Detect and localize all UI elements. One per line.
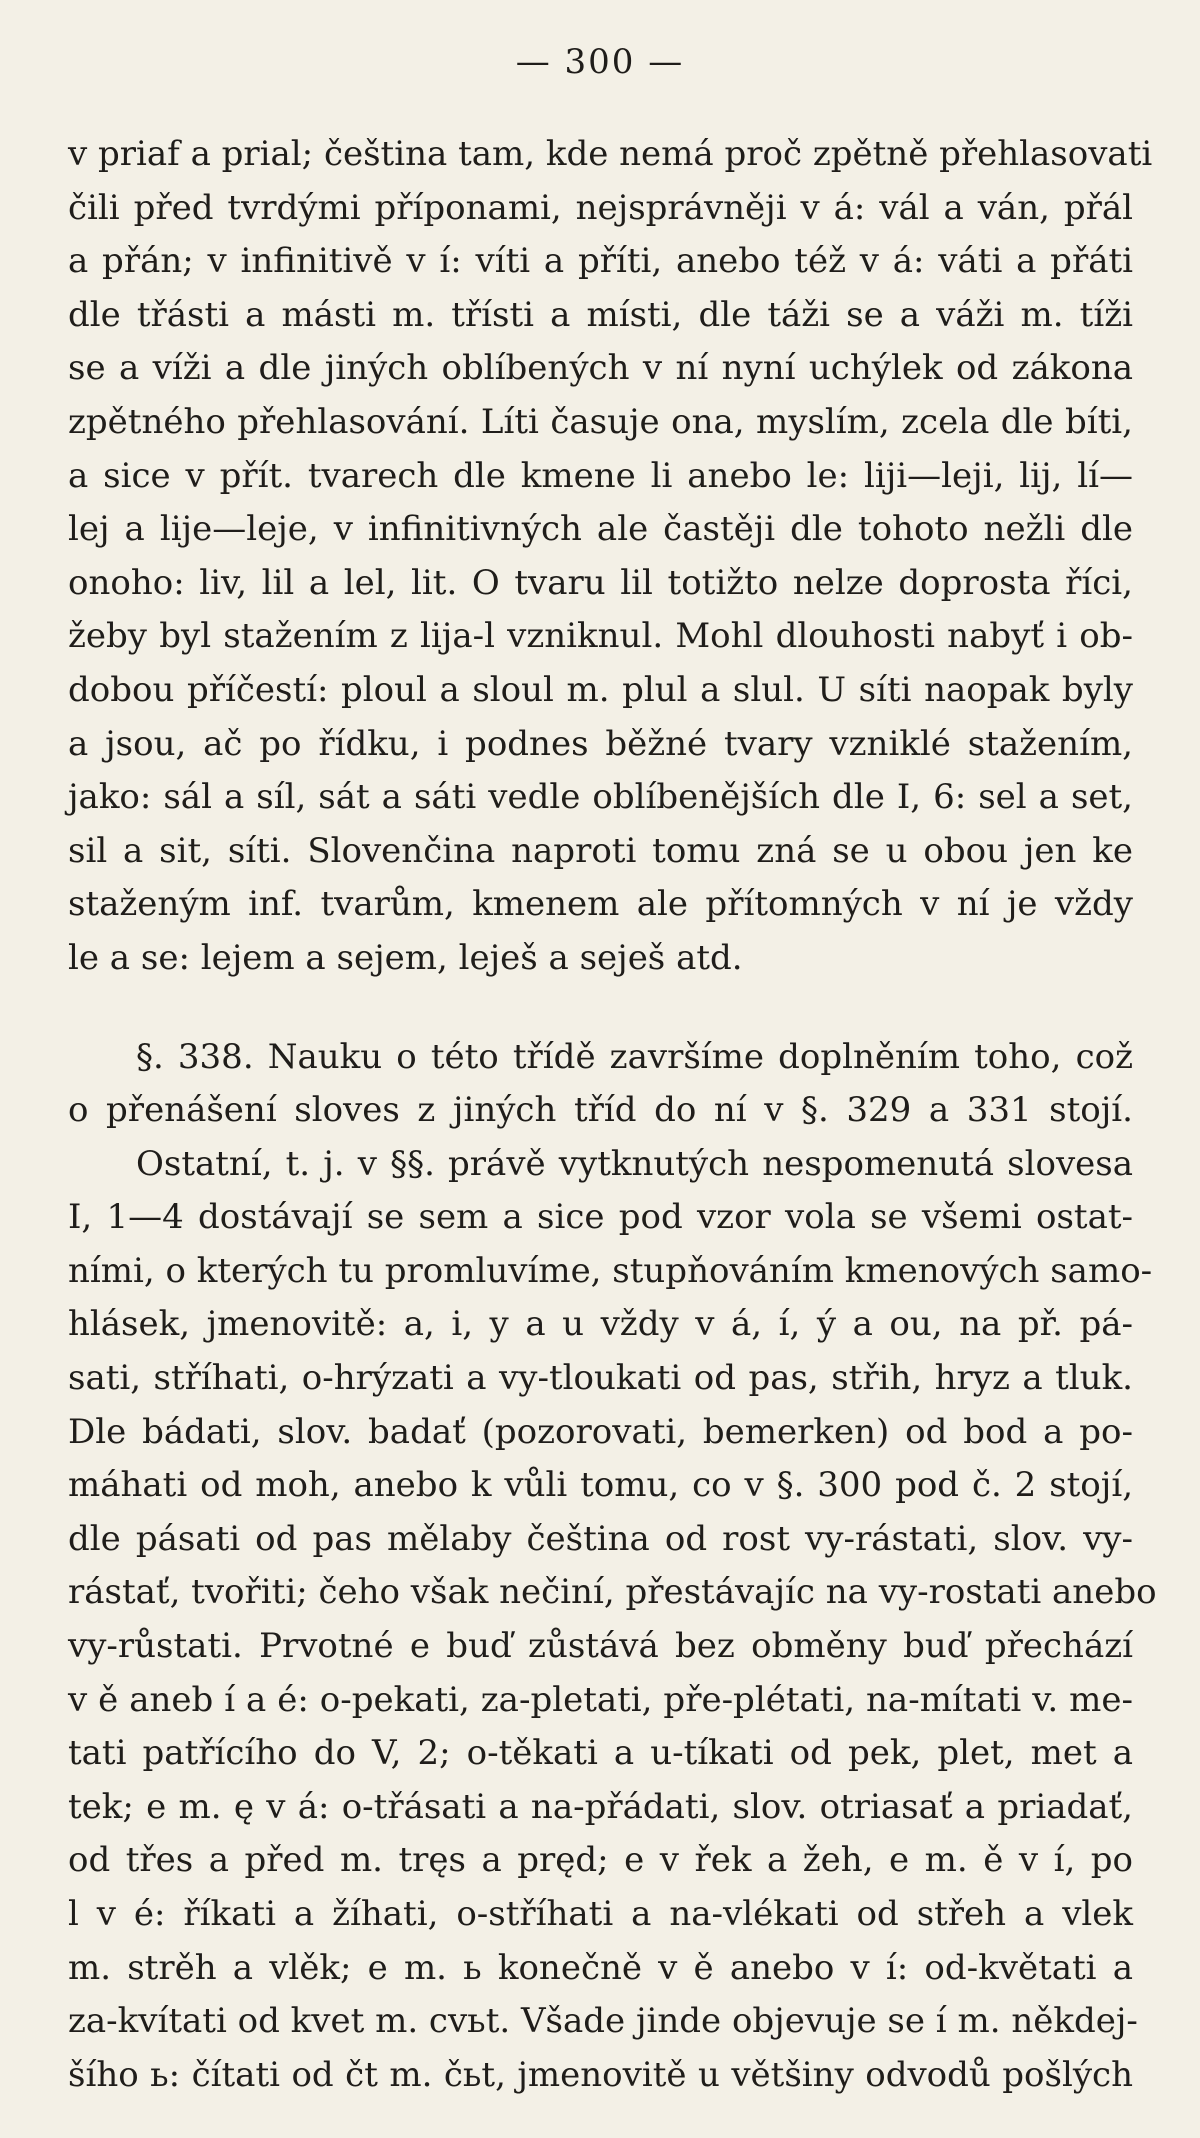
text-line: dle pásati od pas mělaby čeština od rost vy-rástati, slov. vy- <box>68 1518 1133 1559</box>
text-line: a přán; v infinitivě v í: víti a příti, anebo též v á: váti a přáti <box>68 241 1133 282</box>
text-line: zpětného přehlasování. Líti časuje ona, myslím, zcela dle bíti, <box>68 401 1133 442</box>
text-line: šího ь: čítati od čt m. čьt, jmenovitě u většiny odvodů pošlých <box>68 2054 1133 2095</box>
text-line: tek; e m. ę v á: o-třásati a na-přádati, slov. otriasať a priadať, <box>68 1786 1133 1827</box>
text-line: a jsou, ač po řídku, i podnes běžné tvary vzniklé stažením, <box>68 723 1133 764</box>
page-body <box>68 128 1157 2102</box>
text-line: se a víži a dle jiných oblíbených v ní nyní uchýlek od zákona <box>68 348 1133 389</box>
text-line: v ě aneb í a é: o-pekati, za-pletati, pře-plétati, na-mítati v. me- <box>68 1679 1133 1720</box>
text-line: onoho: liv, lil a lel, lit. O tvaru lil totižto nelze doprosta říci, <box>68 562 1133 603</box>
text-line: sati, stříhati, o-hrýzati a vy-tloukati od pas, střih, hryz a tluk. <box>68 1358 1133 1399</box>
text-line: I, 1—4 dostávají se sem a sice pod vzor vola se všemi ostat- <box>68 1197 1133 1238</box>
paragraph-1 <box>68 128 1153 986</box>
text-line: a sice v přít. tvarech dle kmene li anebo le: liji—leji, lij, lí— <box>68 455 1133 496</box>
page-number: — 300 — <box>515 42 685 82</box>
text-line: vy-růstati. Prvotné e buď zůstává bez obměny buď přechází <box>68 1626 1133 1667</box>
text-line: staženým inf. tvarům, kmenem ale přítomných v ní je vždy <box>68 884 1133 925</box>
text-line: rástať, tvořiti; čeho však nečiní, přestávajíc na vy-rostati anebo <box>68 1572 1157 1613</box>
text-line: lej a lije—leje, v infinitivných ale častěji dle tohoto nežli dle <box>68 509 1133 550</box>
section-338 <box>68 1031 1157 2103</box>
text-line: od třes a před m. tręs a pręd; e v řek a žeh, e m. ě v í, po <box>68 1840 1133 1881</box>
text-line: dle třásti a másti m. třísti a místi, dle táži se a váži m. tíži <box>68 294 1133 335</box>
text-line: le a se: lejem a sejem, leješ a seješ atd. <box>68 937 743 978</box>
text-line: za-kvítati od kvet m. cvьt. Všade jinde objevuje se í m. někdej- <box>68 2001 1138 2042</box>
text-line: žeby byl stažením z lija-l vzniknul. Mohl dlouhosti nabyť i ob- <box>68 616 1133 657</box>
text-line: Dle bádati, slov. badať (pozorovati, bemerken) od bod a po- <box>68 1411 1133 1452</box>
text-line: ními, o kterých tu promluvíme, stupňováním kmenových samo- <box>68 1250 1153 1291</box>
text-line: v priaf a prial; čeština tam, kde nemá proč zpětně přehlasovati <box>68 134 1153 174</box>
text-line: sil a sit, síti. Slovenčina naproti tomu zná se u obou jen ke <box>68 830 1133 871</box>
text-line: dobou příčestí: ploul a sloul m. plul a slul. U síti naopak byly <box>68 669 1133 710</box>
section-gap <box>68 986 1133 1031</box>
text-line: l v é: říkati a žíhati, o-stříhati a na-vlékati od střeh a vlek <box>68 1894 1133 1934</box>
text-line: hlásek, jmenovitě: a, i, y a u vždy v á, í, ý a ou, na př. pá- <box>68 1304 1133 1345</box>
section-heading-line: §. 338. Nauku o této třídě završíme doplněním toho, což <box>136 1036 1133 1077</box>
text-line: čili před tvrdými příponami, nejsprávněji v á: vál a ván, přál <box>68 187 1133 228</box>
text-line: o přenášení sloves z jiných tříd do ní v §. 329 a 331 stojí. <box>68 1090 1133 1131</box>
text-line: máhati od moh, anebo k vůli tomu, co v §. 300 pod č. 2 stojí, <box>68 1465 1133 1506</box>
text-line: Ostatní, t. j. v §§. právě vytknutých nespomenutá slovesa <box>136 1143 1133 1184</box>
text-line: m. strěh a vlěk; e m. ь konečně v ě anebo v í: od-květati a <box>68 1947 1133 1988</box>
text-line: jako: sál a síl, sát a sáti vedle oblíbenějších dle I, 6: sel a set, <box>68 777 1133 818</box>
text-line: tati patřícího do V, 2; o-těkati a u-tíkati od pek, plet, met a <box>68 1733 1133 1774</box>
